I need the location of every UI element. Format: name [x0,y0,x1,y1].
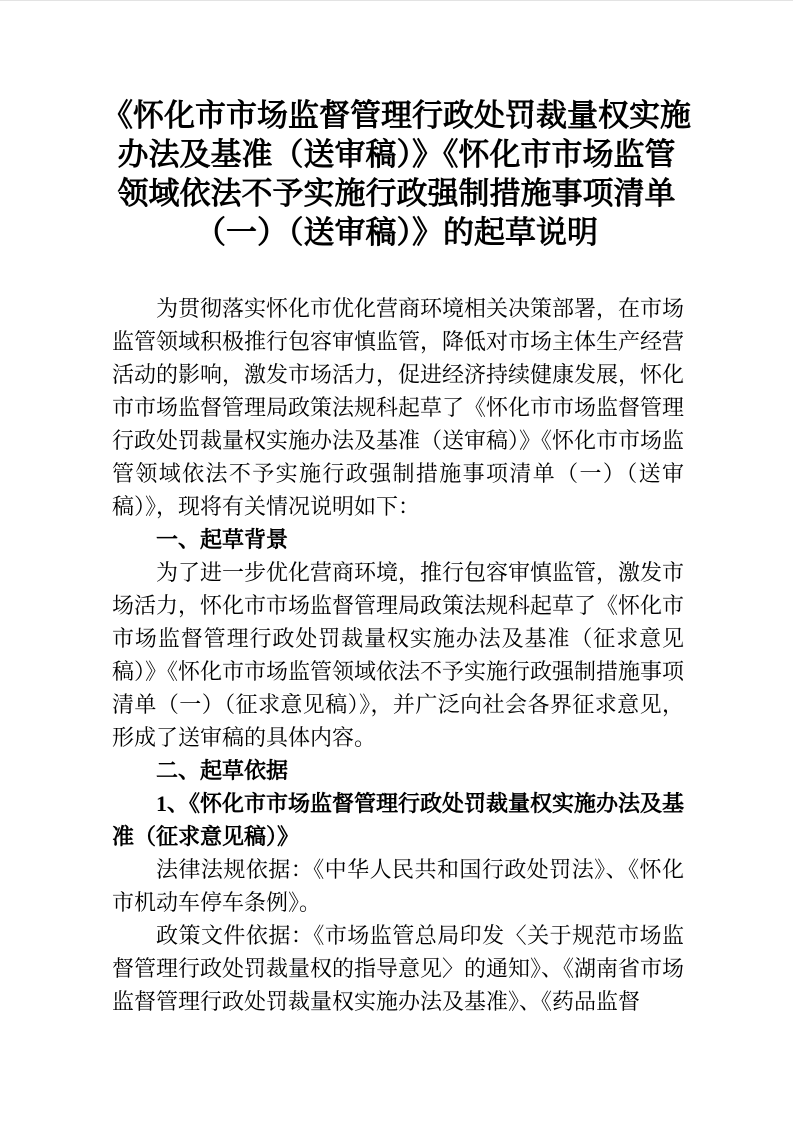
section-heading-drafting-basis: 二、起草依据 [156,758,289,783]
document-title-line: （一）（送审稿）》的起草说明 [195,215,598,250]
document-title-line: 办法及基准（送审稿）》《怀化市市场监管 [117,137,676,172]
policy-basis-paragraph: 政策文件依据：《市场监管总局印发〈关于规范市场监督管理行政处罚裁量权的指导意见〉的通知》、《湖南省市场监督管理行政处罚裁量权实施办法及基准》、《药品监督 [112,923,685,1014]
document-body [112,292,684,1018]
background-paragraph: 为了进一步优化营商环境，推行包容审慎监管，激发市场活力，怀化市市场监督管理局政策法规科起草了《怀化市市场监督管理行政处罚裁量权实施办法及基准（征求意见稿）》《怀化市市场监管领域依法不予实施行政强制措施事项清单（一）（征求意见稿）》，并广泛向社会各界征求意见，形成了送审稿的具体内容。 [112,560,685,750]
document-title-line: 领域依法不予实施行政强制措施事项清单 [117,176,676,211]
legal-basis-paragraph: 法律法规依据：《中华人民共和国行政处罚法》、《怀化市机动车停车条例》。 [112,857,684,915]
document-title [77,96,717,252]
item-1-subheading: 1、《怀化市市场监督管理行政处罚裁量权实施办法及基准（征求意见稿）》 [112,791,685,849]
intro-paragraph: 为贯彻落实怀化市优化营商环境相关决策部署，在市场监管领域积极推行包容审慎监管，降低对市场主体生产经营活动的影响，激发市场活力，促进经济持续健康发展，怀化市市场监督管理局政策法规科起草了《怀化市市场监督管理行政处罚裁量权实施办法及基准（送审稿）》《怀化市市场监管领域依法不予实施行政强制措施事项清单（一）（送审稿）》，现将有关情况说明如下： [112,296,685,519]
section-heading-drafting-background: 一、起草背景 [156,527,289,552]
document-title-line: 《怀化市市场监督管理行政处罚裁量权实施 [102,98,691,133]
